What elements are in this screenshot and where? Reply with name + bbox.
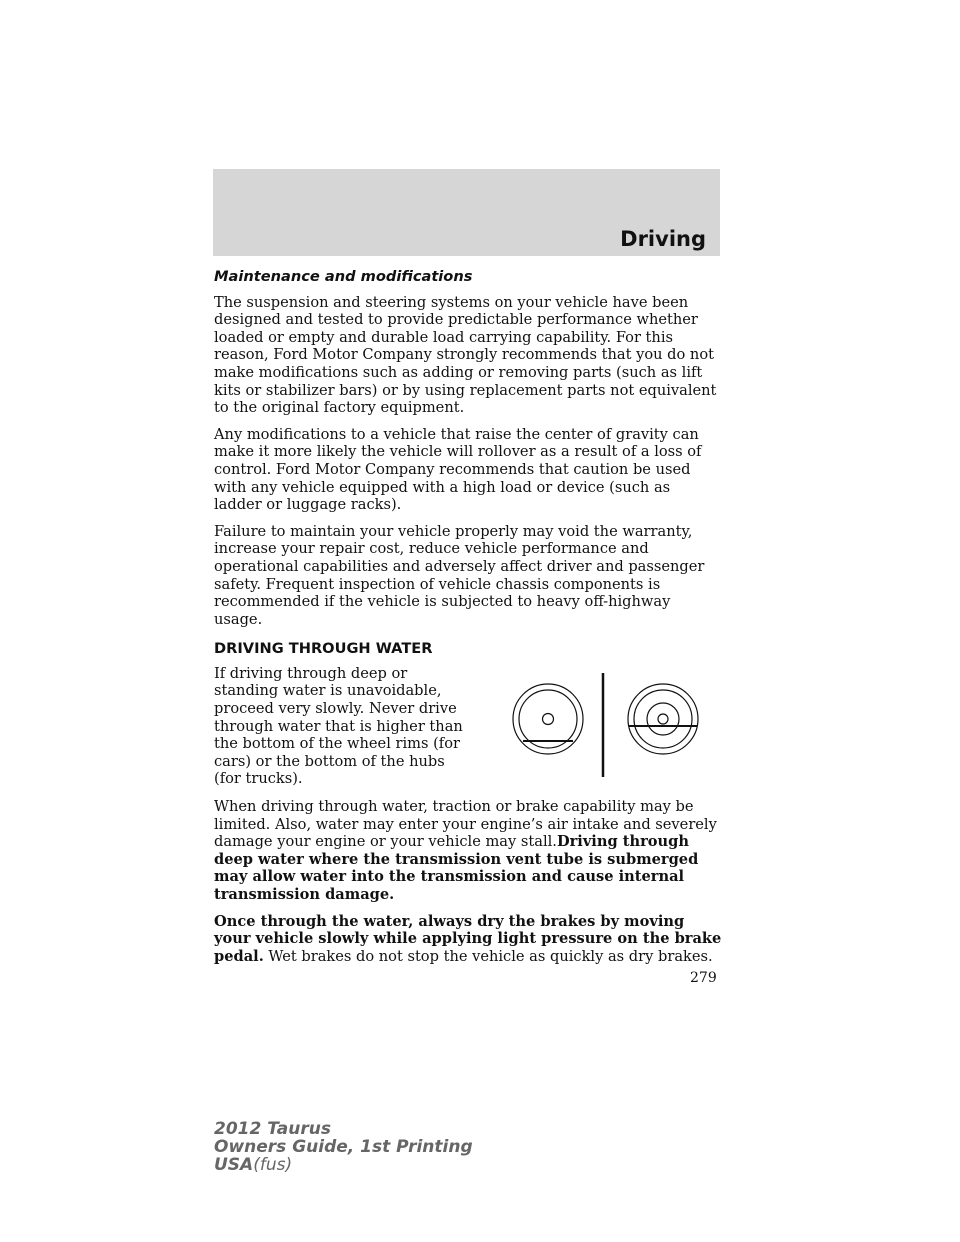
maintenance-subheading: Maintenance and modifications bbox=[214, 268, 473, 285]
footer-code: (fus) bbox=[253, 1155, 293, 1175]
page-number: 279 bbox=[690, 970, 717, 986]
maintenance-paragraph-1: The suspension and steering systems on your vehicle have been designed and tested to provide predictable performance whether loaded or empty and durable load carrying capability. For this reason, Ford Motor Company strongly recommends that you do not make modifications such as adding or removing parts (such as lift kits or stabilizer bars) or by using replacement parts not equivalent to the original factory equipment. bbox=[214, 293, 717, 417]
wheel-diagram-svg bbox=[502, 667, 702, 779]
header-band bbox=[213, 169, 720, 256]
footer bbox=[214, 1120, 473, 1174]
water-paragraph-2 bbox=[214, 798, 722, 904]
truck-wheel-icon bbox=[628, 684, 698, 754]
page-content bbox=[214, 268, 722, 974]
water-heading: DRIVING THROUGH WATER bbox=[214, 640, 433, 658]
car-wheel-icon bbox=[513, 684, 583, 754]
footer-region: USA bbox=[214, 1155, 254, 1175]
water-paragraph-3 bbox=[214, 913, 722, 966]
maintenance-paragraph-2: Any modifications to a vehicle that raise the center of gravity can make it more likely the vehicle will rollover as a result of a loss of control. Ford Motor Company recommends that caution be used with any vehicle equipped with a high load or device (such as ladder or luggage racks). bbox=[214, 425, 702, 514]
wheel-water-level-illustration bbox=[502, 667, 702, 784]
water-paragraph-3-normal: Wet brakes do not stop the vehicle as quickly as dry brakes. bbox=[268, 947, 713, 965]
maintenance-paragraph-3: Failure to maintain your vehicle properly may void the warranty, increase your repair cost, reduce vehicle performance and operational capabilities and adversely affect driver and passenger safety. Frequent inspection of vehicle chassis components is recommended if the vehicle is subjected to heavy off-highway usage. bbox=[214, 522, 705, 628]
water-paragraph-2-bold: Driving through deep water where the transmission vent tube is submerged may allow water into the transmission and cause internal transmission damage. bbox=[214, 833, 699, 903]
water-intro: If driving through deep or standing water is unavoidable, proceed very slowly. Never drive through water that is higher than the bottom of the wheel rims (for cars) or the bottom of the hubs (for trucks). bbox=[214, 664, 463, 788]
footer-line-1: 2012 Taurus bbox=[214, 1119, 331, 1139]
water-paragraph-2-normal: When driving through water, traction or brake capability may be limited. Also, water may enter your engine’s air intake and severely damage your engine or your vehicle may stall. bbox=[214, 798, 717, 851]
footer-line-2: Owners Guide, 1st Printing bbox=[214, 1137, 473, 1157]
section-title: Driving bbox=[620, 227, 706, 251]
water-intro-block bbox=[214, 665, 722, 788]
water-paragraph-3-bold: Once through the water, always dry the brakes by moving your vehicle slowly while applying light pressure on the brake pedal. bbox=[214, 912, 722, 965]
footer-line-3 bbox=[214, 1156, 473, 1174]
